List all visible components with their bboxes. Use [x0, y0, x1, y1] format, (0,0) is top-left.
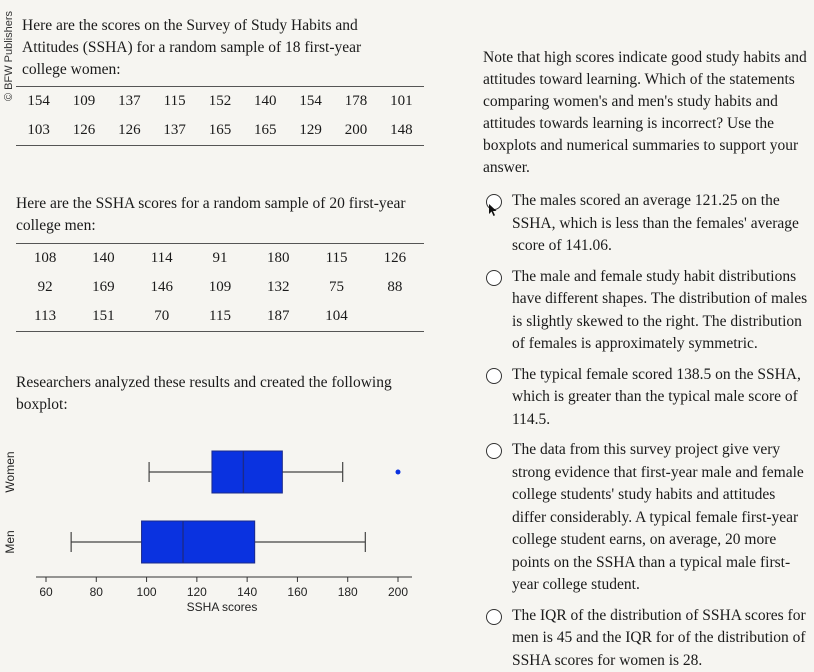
- men-table-cell: 114: [133, 244, 191, 273]
- women-table-cell: 165: [243, 116, 288, 145]
- men-box: [142, 521, 255, 563]
- men-table-cell: 140: [74, 244, 132, 273]
- women-table-cell: 126: [61, 116, 106, 145]
- women-row-label: Women: [3, 451, 17, 492]
- men-intro: Here are the SSHA scores for a random sample of 20 first-year college men:: [16, 193, 426, 237]
- men-table-cell: 104: [307, 302, 365, 331]
- women-table-cell: 129: [288, 116, 333, 145]
- men-table-cell: 75: [307, 273, 365, 302]
- women-table-wrap: [16, 86, 424, 146]
- women-table-cell: 148: [379, 116, 424, 145]
- x-tick-label: 100: [137, 585, 157, 599]
- x-tick-label: 60: [39, 585, 53, 599]
- men-table-cell: 187: [249, 302, 307, 331]
- women-table-row: [16, 116, 424, 145]
- women-outlier-point: [396, 470, 401, 475]
- men-table-cell: 70: [133, 302, 191, 331]
- option-b[interactable]: [486, 266, 812, 356]
- option-e-text: The IQR of the distribution of SSHA scores for men is 45 and the IQR for of the distribution of SSHA scores for women is 28.: [512, 605, 812, 672]
- women-table-cell: 178: [333, 87, 378, 116]
- women-table-cell: 109: [61, 87, 106, 116]
- ssha-boxplot: [0, 425, 440, 625]
- option-e[interactable]: [486, 605, 812, 672]
- men-table-cell: 109: [191, 273, 249, 302]
- women-table-bottom-rule: [16, 145, 424, 146]
- option-e-radio[interactable]: [486, 609, 502, 625]
- option-b-text: The male and female study habit distributions have different shapes. The distribution of males is slightly skewed to the right. The distribution of females is approximately symmetric.: [512, 266, 812, 356]
- women-table-cell: 115: [152, 87, 197, 116]
- men-table-wrap: [16, 243, 424, 332]
- men-table-cell: [366, 302, 424, 331]
- men-table-bottom-rule: [16, 331, 424, 332]
- women-table-cell: 126: [107, 116, 152, 145]
- option-d-text: The data from this survey project give very strong evidence that first-year male and female college students' study habits and attitudes differ considerably. A typical female first-year college student earns, on average, 20 more points on the SSHA than a typical male first-year college student.: [512, 439, 812, 597]
- men-table-cell: 92: [16, 273, 74, 302]
- option-d-radio[interactable]: [486, 443, 502, 459]
- men-table-cell: 180: [249, 244, 307, 273]
- x-tick-label: 80: [90, 585, 104, 599]
- option-b-radio[interactable]: [486, 270, 502, 286]
- x-tick-label: 200: [388, 585, 408, 599]
- men-table-cell: 108: [16, 244, 74, 273]
- mouse-cursor-icon: [488, 203, 498, 217]
- men-table-cell: 132: [249, 273, 307, 302]
- women-table-cell: 140: [243, 87, 288, 116]
- men-table-cell: 113: [16, 302, 74, 331]
- men-table-cell: 169: [74, 273, 132, 302]
- option-c-text: The typical female scored 138.5 on the SSHA, which is greater than the typical male score of 114.5.: [512, 364, 812, 432]
- men-table-cell: 126: [366, 244, 424, 273]
- women-table-cell: 154: [16, 87, 61, 116]
- men-table-row: [16, 244, 424, 273]
- women-table-cell: 154: [288, 87, 333, 116]
- option-c[interactable]: [486, 364, 812, 432]
- women-table-cell: 152: [197, 87, 242, 116]
- x-tick-label: 180: [338, 585, 358, 599]
- option-c-radio[interactable]: [486, 368, 502, 384]
- copyright-notice: © BFW Publishers: [3, 31, 15, 101]
- men-table-cell: 146: [133, 273, 191, 302]
- women-intro: Here are the scores on the Survey of Study Habits and Attitudes (SSHA) for a random sample of 18 first-year college women:: [22, 15, 402, 81]
- men-table-cell: 115: [191, 302, 249, 331]
- women-table-cell: 165: [197, 116, 242, 145]
- men-table: [16, 244, 424, 331]
- women-box: [212, 451, 282, 493]
- men-table-cell: 88: [366, 273, 424, 302]
- researchers-text: Researchers analyzed these results and created the following boxplot:: [16, 372, 436, 416]
- men-table-row: [16, 302, 424, 331]
- women-table-cell: 137: [152, 116, 197, 145]
- x-tick-label: 120: [187, 585, 207, 599]
- option-d[interactable]: [486, 439, 812, 597]
- question-text: Note that high scores indicate good study habits and attitudes toward learning. Which of the statements comparing women's and men's study habits and attitudes towards learning is incorrect? Use the boxplots and numerical summaries to support your answer.: [483, 47, 809, 179]
- answer-options: [486, 190, 812, 672]
- men-table-cell: 91: [191, 244, 249, 273]
- women-table: [16, 87, 424, 145]
- option-a-text: The males scored an average 121.25 on the SSHA, which is less than the females' average score of 141.06.: [512, 190, 812, 258]
- x-tick-label: 160: [287, 585, 307, 599]
- men-table-cell: 115: [307, 244, 365, 273]
- women-table-row: [16, 87, 424, 116]
- women-table-cell: 101: [379, 87, 424, 116]
- men-row-label: Men: [3, 530, 17, 553]
- x-axis-label: SSHA scores: [187, 600, 258, 614]
- women-table-cell: 137: [107, 87, 152, 116]
- x-tick-label: 140: [237, 585, 257, 599]
- men-table-cell: 151: [74, 302, 132, 331]
- women-table-cell: 200: [333, 116, 378, 145]
- option-a[interactable]: [486, 190, 812, 258]
- women-table-cell: 103: [16, 116, 61, 145]
- men-table-row: [16, 273, 424, 302]
